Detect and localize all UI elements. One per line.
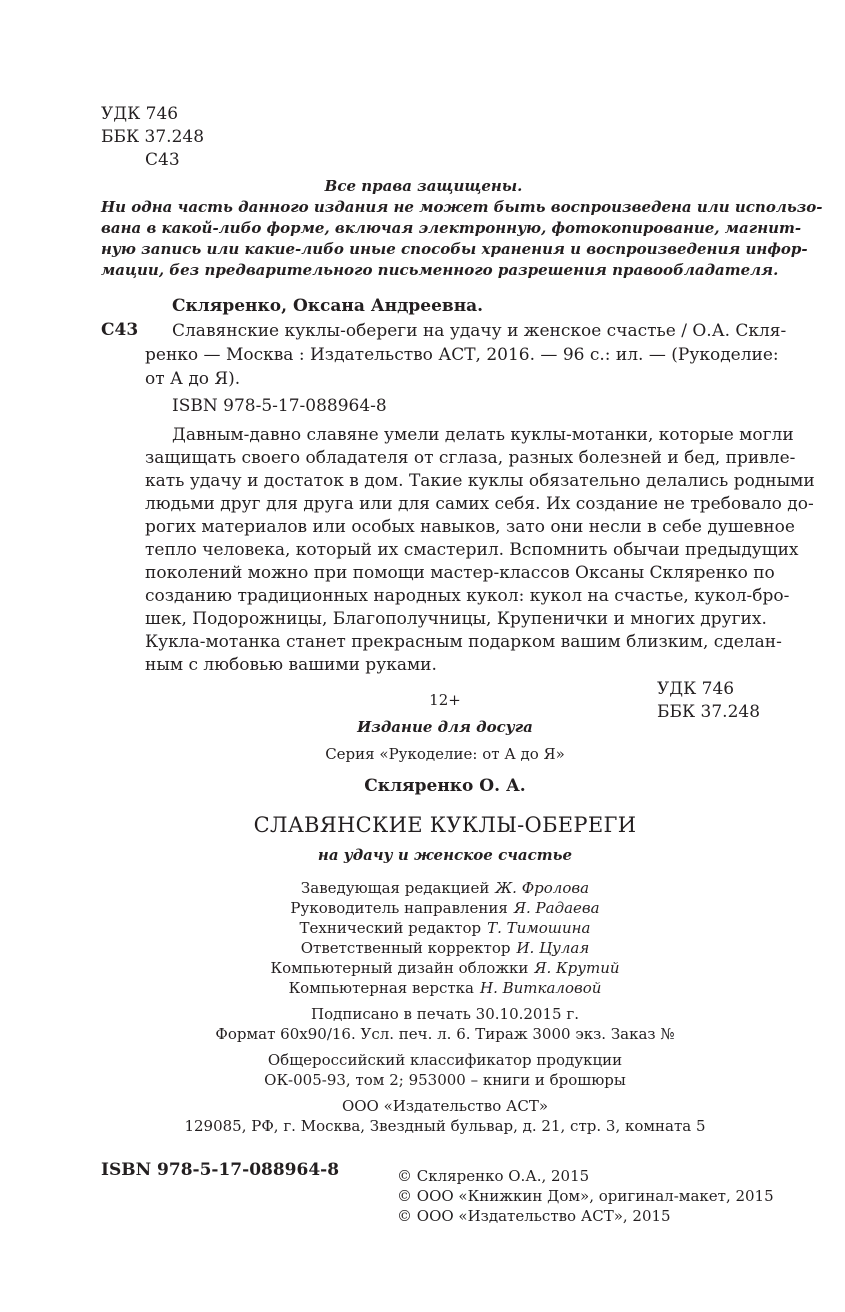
- credit-role: Компьютерная верстка: [288, 979, 474, 997]
- annotation-line: защищать своего обладателя от сглаза, разных болезней и бед, привле-: [145, 448, 796, 468]
- annotation-line: ным с любовью вашими руками.: [145, 655, 437, 675]
- catalog-author-heading: Скляренко, Оксана Андреевна.: [172, 296, 484, 316]
- rights-line: вана в какой-либо форме, включая электронную, фотокопирование, магнит-: [101, 219, 802, 237]
- credit-name: Я. Радаева: [513, 899, 600, 917]
- annotation-line: Кукла-мотанка станет прекрасным подарком вашим близким, сделан-: [145, 632, 782, 652]
- rights-line: ную запись или какие-либо иные способы хранения и воспроизведения инфор-: [101, 240, 808, 258]
- edition-type: Издание для досуга: [357, 718, 533, 736]
- annotation-line: людьми друг для друга или для самих себя. Их создание не требовало до-: [145, 494, 814, 514]
- copyright-line: © ООО «Книжкин Дом», оригинал-макет, 2015: [397, 1187, 774, 1205]
- publisher-name: ООО «Издательство АСТ»: [341, 1097, 549, 1115]
- udk-code-right: УДК 746: [657, 679, 735, 699]
- copyright-line: © ООО «Издательство АСТ», 2015: [397, 1207, 671, 1225]
- credit-role: Технический редактор: [299, 919, 482, 937]
- footer-isbn: ISBN 978-5-17-088964-8: [101, 1160, 340, 1180]
- credit-name: И. Цулая: [516, 939, 590, 957]
- credit-name: Ж. Фролова: [495, 879, 590, 897]
- credit-line: [195, 938, 695, 958]
- rights-line: Ни одна часть данного издания не может быть воспроизведена или использо-: [101, 198, 823, 216]
- credit-line: [195, 978, 695, 998]
- series-name: Серия «Рукоделие: от А до Я»: [325, 745, 565, 763]
- bbk-code-right: ББК 37.248: [657, 702, 761, 722]
- annotation-line: тепло человека, который их смастерил. Вспомнить обычаи предыдущих: [145, 540, 799, 560]
- age-rating: 12+: [429, 691, 461, 709]
- annotation-line: рогих материалов или особых навыков, зато они несли в себе душевное: [145, 517, 795, 537]
- credit-role: Компьютерный дизайн обложки: [270, 959, 529, 977]
- catalog-entry-line: ренко — Москва : Издательство АСТ, 2016. — 96 с.: ил. — (Рукоделие:: [145, 345, 779, 365]
- annotation-line: шек, Подорожницы, Благополучницы, Крупенички и многих других.: [145, 609, 767, 629]
- product-classifier-code: ОК-005-93, том 2; 953000 – книги и брошюры: [264, 1071, 626, 1089]
- publisher-address: 129085, РФ, г. Москва, Звездный бульвар, д. 21, стр. 3, комната 5: [184, 1117, 706, 1135]
- credit-line: [195, 918, 695, 938]
- credit-role: Руководитель направления: [290, 899, 508, 917]
- annotation-line: Давным-давно славяне умели делать куклы-мотанки, которые могли: [172, 425, 794, 445]
- copyright-line: © Скляренко О.А., 2015: [397, 1167, 590, 1185]
- author-mark: С43: [145, 150, 180, 170]
- credit-name: Н. Виткаловой: [479, 979, 602, 997]
- catalog-entry-line: Славянские куклы-обереги на удачу и женское счастье / О.А. Скля-: [172, 321, 787, 341]
- credit-name: Я. Крутий: [534, 959, 620, 977]
- book-subtitle: на удачу и женское счастье: [317, 846, 573, 864]
- credit-name: Т. Тимошина: [487, 919, 591, 937]
- rights-title: Все права защищены.: [324, 177, 523, 195]
- udk-code: УДК 746: [101, 104, 179, 124]
- bbk-code: ББК 37.248: [101, 127, 205, 147]
- print-signed-date: Подписано в печать 30.10.2015 г.: [311, 1005, 579, 1023]
- annotation-line: созданию традиционных народных кукол: кукол на счастье, кукол-бро-: [145, 586, 790, 606]
- annotation-line: поколений можно при помощи мастер-классов Оксаны Скляренко по: [145, 563, 775, 583]
- book-title: СЛАВЯНСКИЕ КУКЛЫ-ОБЕРЕГИ: [253, 813, 637, 837]
- catalog-mark: С43: [101, 320, 139, 340]
- book-author: Скляренко О. А.: [364, 776, 526, 796]
- credit-line: [195, 878, 695, 898]
- credit-role: Заведующая редакцией: [300, 879, 490, 897]
- catalog-entry-line: от А до Я).: [145, 369, 241, 389]
- credit-role: Ответственный корректор: [300, 939, 511, 957]
- credit-line: [195, 958, 695, 978]
- product-classifier: Общероссийский классификатор продукции: [267, 1051, 623, 1069]
- rights-line: мации, без предварительного письменного разрешения правообладателя.: [101, 261, 779, 279]
- catalog-isbn: ISBN 978-5-17-088964-8: [172, 396, 387, 416]
- annotation-line: кать удачу и достаток в дом. Такие куклы обязательно делались родными: [145, 471, 815, 491]
- credit-line: [195, 898, 695, 918]
- print-format: Формат 60x90/16. Усл. печ. л. 6. Тираж 3000 экз. Заказ №: [215, 1025, 675, 1043]
